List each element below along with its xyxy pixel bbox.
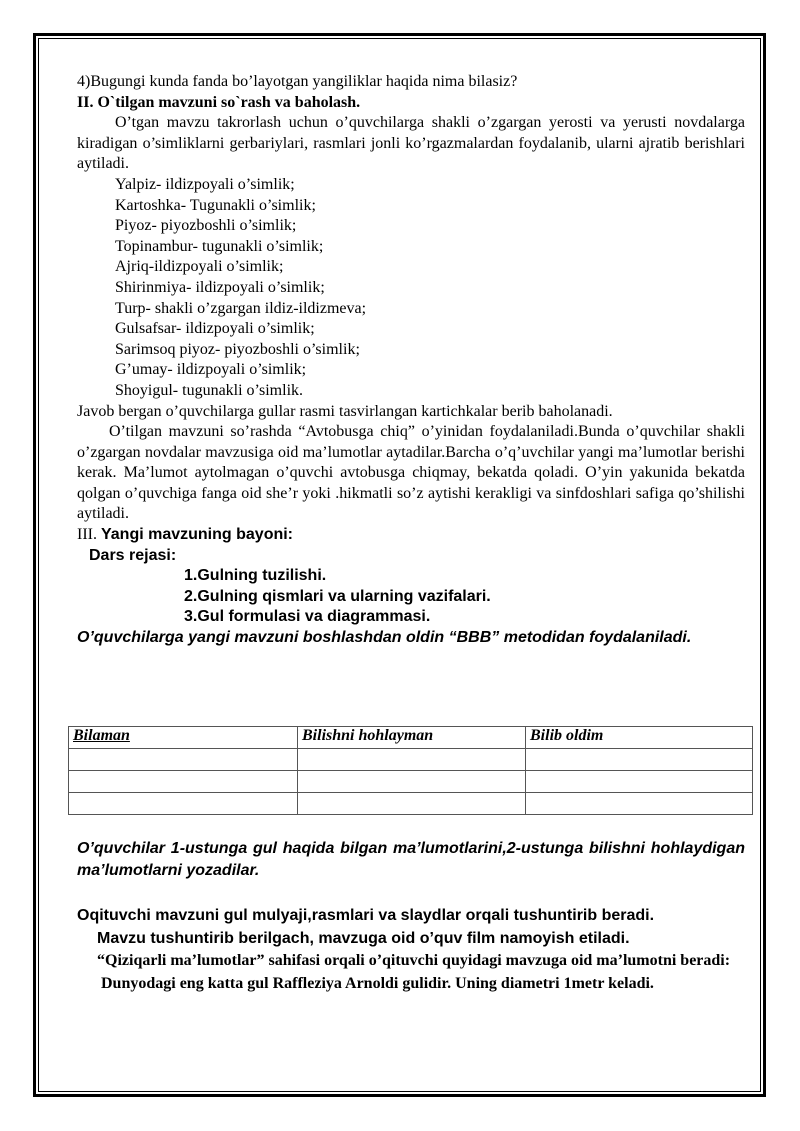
table-row [69, 749, 753, 771]
bus-game-paragraph: O’tilgan mavzuni so’rashda “Avtobusga chiq” o’yinidan foydalaniladi.Bunda o’quvchilar shakli o’zgargan novdalar mavzusiga oid ma’lumotlar aytadilar.Barcha o’q’uvchilar yangi ma’lumotlar berishi kerak. Ma’lumot aytolmagan o’quvchi avtobusga chiqmay, bekatda qoladi. O’yin yakunida bekatda qolgan o’quvchiga fanga oid she’r yoki .hikmatli so’z aytishi kerakligi va sinfdoshlari safiga qo’shilishi aytiladi. [77, 423, 745, 523]
review-paragraph: O’tgan mavzu takrorlash uchun o’quvchilarga shakli o’zgargan yerosti va yerusti novdalarga kiradigan o’simliklarni gerbariylari, rasmlari jonli ko’rgazmalardan foydalanib, ularni ajratib berishlari aytiladi. [77, 114, 745, 173]
plant-item: G’umay- ildizpoyali o’simlik; [115, 361, 307, 379]
lesson-text-bottom [77, 838, 745, 994]
header-bilaman: Bilaman [73, 727, 130, 744]
plant-item: Gulsafsar- ildizpoyali o’simlik; [115, 320, 315, 338]
plant-item: Kartoshka- Tugunakli o’simlik; [115, 196, 316, 214]
plant-item: Yalpiz- ildizpoyali o’simlik; [115, 175, 295, 193]
question-4: 4)Bugungi kunda fanda bo’layotgan yangiliklar haqida nima bilasiz? [77, 73, 518, 90]
plant-list [77, 175, 745, 402]
rafflesia-fact: Dunyodagi eng katta gul Raffleziya Arnoldi gulidir. Uning diametri 1metr keladi. [101, 974, 654, 992]
header-bilib-oldim: Bilib oldim [530, 727, 604, 744]
plant-item: Turp- shakli o’zgargan ildiz-ildizmeva; [115, 299, 367, 317]
section-3-heading [77, 525, 745, 546]
table-row [69, 793, 753, 815]
interesting-facts-line: “Qiziqarli ma’lumotlar” sahifasi orqali o’qituvchi quyidagi mavzuga oid ma’lumotni beradi: [97, 952, 731, 970]
plan-title: Dars rejasi: [89, 546, 177, 564]
section-2-title: II. O`tilgan mavzuni so`rash va baholash. [77, 93, 361, 111]
plant-item: Shoyigul- tugunakli o’simlik. [115, 381, 304, 399]
teacher-explains: Oqituvchi mavzuni gul mulyaji,rasmlari va slaydlar orqali tushuntirib beradi. [77, 907, 655, 924]
table-header-row [69, 727, 753, 749]
section-3-number: III. [77, 526, 97, 544]
plant-item: Sarimsoq piyoz- piyozboshli o’simlik; [115, 340, 360, 358]
bbb-table [68, 726, 753, 815]
answer-line: Javob bergan o’quvchilarga gullar rasmi tasvirlangan kartichkalar berib baholanadi. [77, 402, 613, 420]
plant-item: Topinambur- tugunakli o’simlik; [115, 237, 324, 255]
lesson-text [77, 72, 745, 649]
plant-item: Ajriq-ildizpoyali o’simlik; [115, 258, 284, 276]
header-cell [298, 727, 526, 749]
header-cell [526, 727, 753, 749]
plan-item: 1.Gulning tuzilishi. [184, 567, 327, 585]
plant-item: Piyoz- piyozboshli o’simlik; [115, 217, 297, 235]
plan-item: 2.Gulning qismlari va ularning vazifalari. [184, 587, 491, 605]
bbb-intro: O’quvchilarga yangi mavzuni boshlashdan oldin “BBB” metodidan foydalaniladi. [77, 629, 692, 647]
plant-item: Shirinmiya- ildizpoyali o’simlik; [115, 278, 325, 296]
section-3-title: Yangi mavzuning bayoni: [100, 526, 294, 544]
header-bilishni: Bilishni hohlayman [302, 727, 434, 744]
students-write-paragraph: O’quvchilar 1-ustunga gul haqida bilgan ma’lumotlarini,2-ustunga bilishni hohlaydigan ma’lumotlarni yozadilar. [77, 840, 745, 879]
plan-item: 3.Gul formulasi va diagrammasi. [184, 608, 431, 626]
table-row [69, 771, 753, 793]
header-cell [69, 727, 298, 749]
film-line: Mavzu tushuntirib berilgach, mavzuga oid o’quv film namoyish etiladi. [97, 929, 630, 947]
